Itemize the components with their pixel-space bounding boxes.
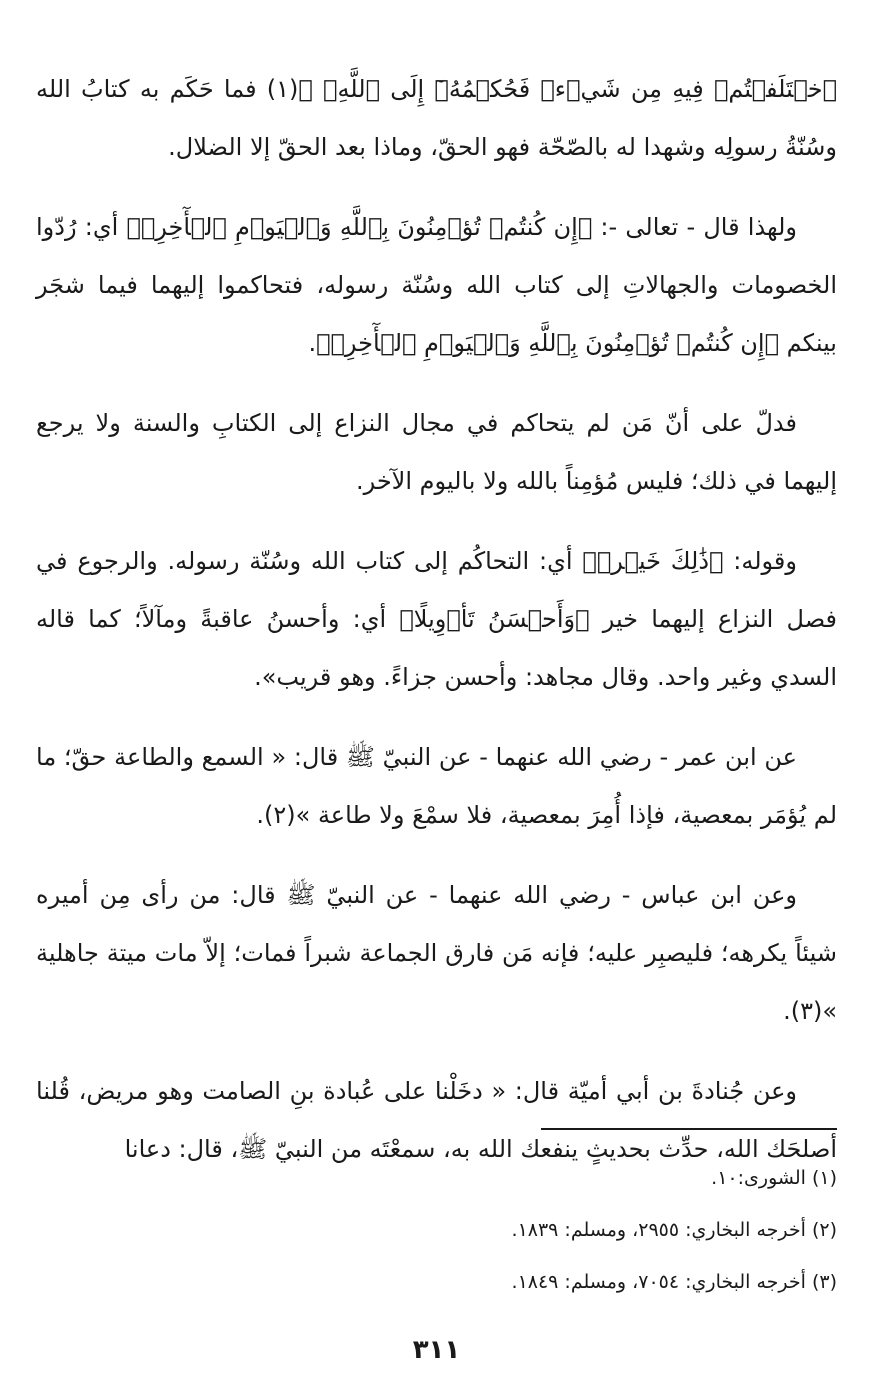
paragraph-3: فدلّ على أنّ مَن لم يتحاكم في مجال النزاع إلى الكتابِ والسنة ولا يرجع إليهما في ذلك؛ فليس مُؤمِناً بالله ولا باليوم الآخر.	[36, 409, 837, 495]
footnotes	[36, 1152, 837, 1308]
paragraph-1: ٱخۡتَلَفۡتُمۡ فِيهِ مِن شَيۡءٖ فَحُكۡمُهُۥٓ إِلَى ٱللَّهِۚ ﴾(١) فما حَكَم به كتابُ الله وسُنّةُ رسولِه وشهدا له بالصّحّة فهو الحقّ، وماذا بعد الحقّ إلا الضلال.	[36, 75, 837, 161]
paragraph-5: عن ابن عمر - رضي الله عنهما - عن النبيّ ﷺ قال: « السمع والطاعة حقّ؛ ما لم يُؤمَر بمعصية، فإذا أُمِرَ بمعصية، فلا سمْعَ ولا طاعة »(٢).	[36, 743, 837, 829]
footnote-divider	[541, 1128, 837, 1130]
footnote-1: (١) الشورى:١٠.	[711, 1167, 837, 1189]
paragraph-4: وقوله: ﴿ذَٰلِكَ خَيۡرٞ﴾ أي: التحاكُم إلى كتاب الله وسُنّة رسوله. والرجوع في فصل النزاع إليهما خير ﴿وَأَحۡسَنُ تَأۡوِيلًا﴾ أي: وأحسنُ عاقبةً ومآلاً؛ كما قاله السدي وغير واحد. وقال مجاهد: وأحسن جزاءً. وهو قريب».	[36, 547, 837, 691]
footnote-3: (٣) أخرجه البخاري: ٧٠٥٤، ومسلم: ١٨٤٩.	[511, 1271, 837, 1293]
page-number: ٣١١	[412, 1335, 461, 1365]
footnote-2: (٢) أخرجه البخاري: ٢٩٥٥، ومسلم: ١٨٣٩.	[511, 1219, 837, 1241]
paragraph-6: وعن ابن عباس - رضي الله عنهما - عن النبيّ ﷺ قال: من رأى مِن أميره شيئاً يكرهه؛ فليصبِر عليه؛ فإنه مَن فارق الجماعة شبراً فمات؛ إلاّ مات ميتة جاهلية »(٣).	[36, 881, 837, 1025]
paragraph-2: ولهذا قال - تعالى -: ﴿إِن كُنتُمۡ تُؤۡمِنُونَ بِٱللَّهِ وَٱلۡيَوۡمِ ٱلۡأٓخِرِۚ﴾ أي: رُدّوا الخصومات والجهالاتِ إلى كتاب الله وسُنّة رسوله، فتحاكموا إليهما فيما شجَر بينكم ﴿إِن كُنتُمۡ تُؤۡمِنُونَ بِٱللَّهِ وَٱلۡيَوۡمِ ٱلۡأٓخِرِۚ﴾.	[36, 213, 837, 357]
paragraph-7: وعن جُنادةَ بن أبي أميّة قال: « دخَلْنا على عُبادة بنِ الصامت وهو مريض، قُلنا أصلحَك الله، حدِّث بحديثٍ ينفعك الله به، سمعْتَه من النبيّ ﷺ، قال: دعانا	[36, 1077, 837, 1163]
